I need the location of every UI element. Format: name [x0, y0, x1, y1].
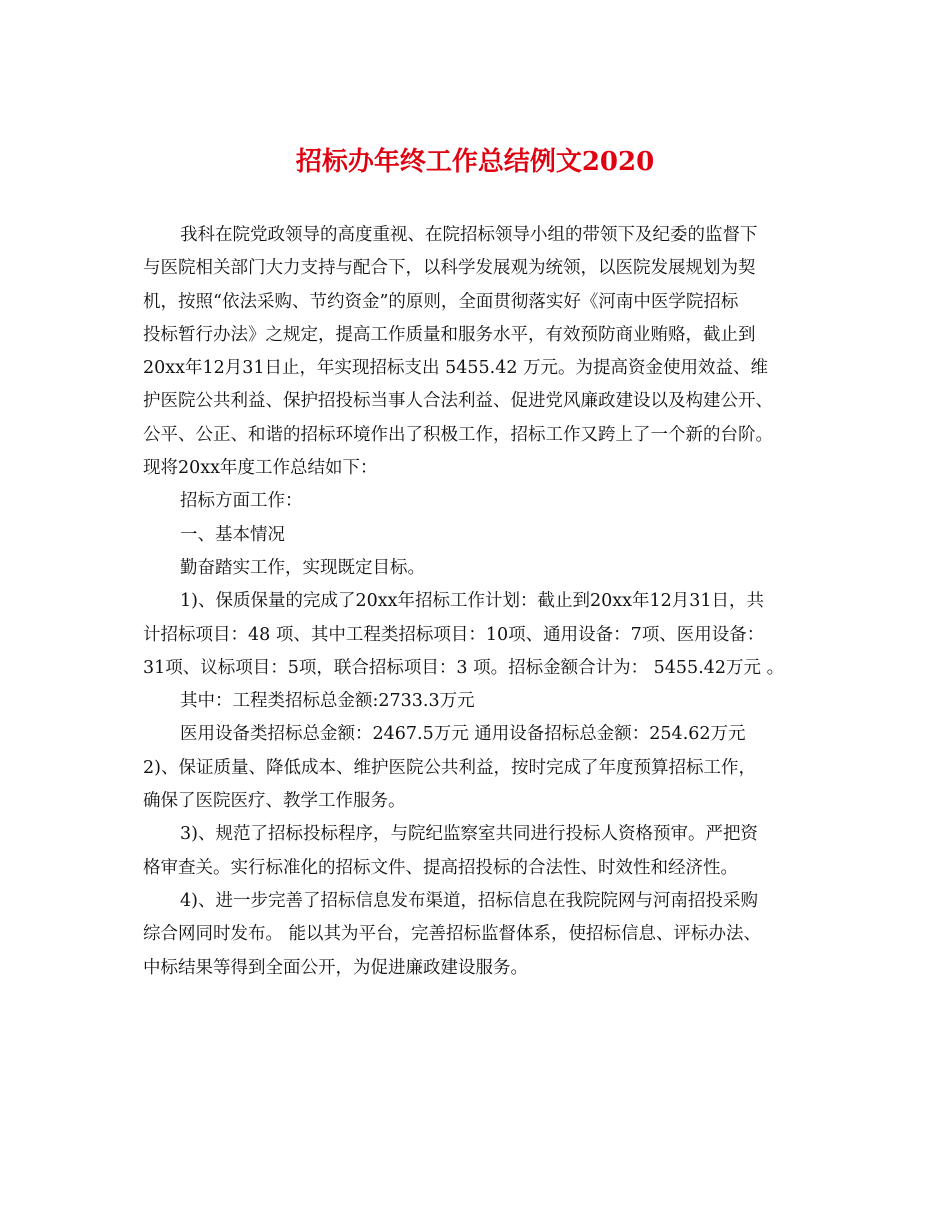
document-title: 招标办年终工作总结例文2020	[295, 147, 655, 177]
paragraph-line: 格审查关。实行标准化的招标文件、提高招投标的合法性、时效性和经济性。	[143, 857, 738, 878]
paragraph-line: 31项、议标项目：5项，联合招标项目：3 项。招标金额合计为： 5455.42万元 。	[143, 657, 785, 678]
paragraph-line: 其中：工程类招标总金额:2733.3万元	[180, 691, 475, 712]
paragraph-line: 医用设备类招标总金额：2467.5万元 通用设备招标总金额：254.62万元	[180, 724, 746, 745]
paragraph-line: 勤奋踏实工作，实现既定目标。	[180, 557, 425, 578]
paragraph-line: 现将20xx年度工作总结如下：	[143, 458, 378, 479]
paragraph-line: 一、基本情况	[180, 524, 285, 545]
paragraph-line: 护医院公共利益、保护招投标当事人合法利益、促进党风廉政建设以及构建公开、	[143, 391, 773, 412]
paragraph-line: 与医院相关部门大力支持与配合下，以科学发展观为统领，以医院发展规划为契	[143, 258, 756, 279]
paragraph-line: 招标方面工作：	[180, 491, 303, 512]
paragraph-line: 20xx年12月31日止，年实现招标支出 5455.42 万元。为提高资金使用效益、维	[143, 358, 769, 379]
paragraph-line: 公平、公正、和谐的招标环境作出了积极工作，招标工作又跨上了一个新的台阶。	[143, 424, 773, 445]
paragraph-line: 我科在院党政领导的高度重视、在院招标领导小组的带领下及纪委的监督下	[180, 225, 758, 245]
paragraph-line: 1)、保质保量的完成了20xx年招标工作计划：截止到20xx年12月31日，共	[180, 591, 765, 612]
paragraph-line: 机，按照“依法采购、节约资金”的原则，全面贯彻落实好《河南中医学院招标	[143, 291, 739, 312]
paragraph-line: 综合网同时发布。 能以其为平台，完善招标监督体系，使招标信息、评标办法、	[143, 924, 762, 945]
paragraph-line: 计招标项目：48 项、其中工程类招标项目：10项、通用设备：7项、医用设备：	[143, 624, 765, 645]
paragraph-line: 3)、规范了招标投标程序，与院纪监察室共同进行投标人资格预审。严把资	[180, 824, 758, 845]
paragraph-line: 4)、进一步完善了招标信息发布渠道，招标信息在我院院网与河南招投采购	[180, 890, 758, 911]
paragraph-line: 中标结果等得到全面公开，为促进廉政建设服务。	[143, 957, 528, 978]
paragraph-line: 2)、保证质量、降低成本、维护医院公共利益，按时完成了年度预算招标工作，	[143, 757, 756, 778]
document-body	[143, 219, 815, 985]
paragraph-line: 投标暂行办法》之规定，提高工作质量和服务水平，有效预防商业贿赂，截止到	[143, 324, 756, 345]
paragraph-line: 确保了医院医疗、教学工作服务。	[143, 791, 406, 812]
